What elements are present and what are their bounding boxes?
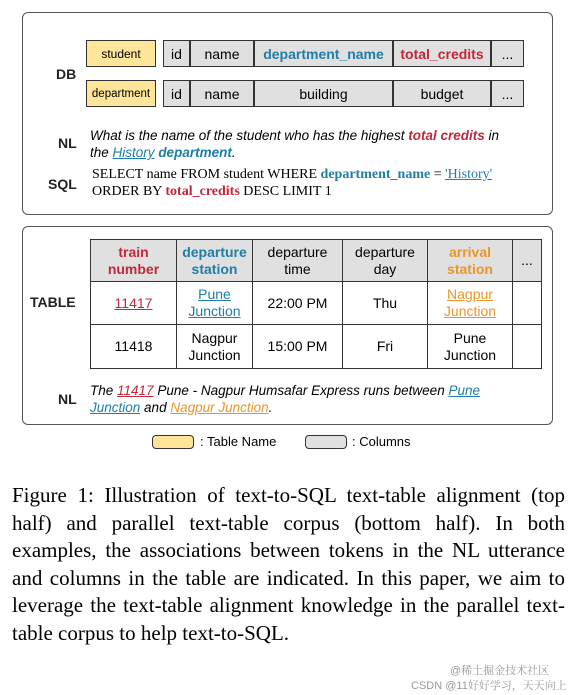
figure-caption: Figure 1: Illustration of text-to-SQL text-table alignment (top half) and parallel text-table corpus (bottom half). In both examples, the associations between tokens in the NL utterance and columns in the table are indicated. In this paper, we aim to leverage the text-table alignment knowledge in the parallel text-table corpus to help text-to-SQL. — [12, 483, 565, 645]
cell-departure-station — [177, 325, 252, 368]
nl-text: . — [268, 400, 273, 415]
column-id: id — [163, 80, 190, 107]
column-name: name — [190, 80, 254, 107]
sql-highlight-department-name: department_name — [320, 167, 431, 182]
sql-text: ORDER BY — [92, 184, 166, 199]
legend-swatch-columns — [305, 435, 347, 449]
cell-departure-time — [253, 325, 342, 368]
cell-departure-day — [343, 282, 427, 324]
nl-highlight-history: History — [112, 145, 155, 160]
column-total-credits: total_credits — [393, 40, 491, 67]
nl-label: NL — [58, 391, 77, 407]
cell-train-number — [91, 282, 176, 324]
nl-text: What is the name of the student who has the highest — [90, 128, 409, 143]
column-ellipsis: ... — [491, 40, 524, 67]
sql-highlight-history: 'History' — [445, 167, 493, 182]
table-name-department: department — [86, 80, 156, 107]
cell-text: Pune — [453, 329, 487, 346]
cell-text: Pune — [198, 286, 231, 302]
nl-sentence — [90, 382, 530, 416]
header-departure-day — [343, 240, 427, 281]
table-label: TABLE — [30, 294, 76, 310]
column-budget: budget — [393, 80, 491, 107]
legend-label-table-name: : Table Name — [200, 434, 277, 449]
cell-text: 11418 — [114, 338, 153, 354]
nl-text: . — [231, 145, 236, 160]
sql-highlight-total-credits: total_credits — [165, 184, 240, 199]
cell-text: Junction — [443, 346, 497, 363]
nl-highlight-department: department — [158, 145, 232, 160]
nl-highlight-nagpur-junction: Nagpur Junction — [170, 400, 269, 415]
header-train-number — [91, 240, 176, 281]
header-ellipsis — [513, 240, 541, 281]
table-name-student: student — [86, 40, 156, 67]
cell-departure-station — [177, 282, 252, 324]
nl-question — [90, 127, 530, 161]
header-line: time — [284, 260, 311, 277]
nl-highlight-pune: Pune — [448, 383, 480, 398]
nl-text: The — [90, 383, 118, 398]
legend-label-columns: : Columns — [352, 434, 411, 449]
sql-text: = — [430, 167, 446, 182]
cell-text: Junction — [443, 303, 497, 319]
header-line: ... — [521, 252, 533, 268]
nl-text: the — [90, 145, 113, 160]
sql-query — [92, 166, 542, 200]
header-departure-time — [253, 240, 342, 281]
cell-text: 22:00 PM — [267, 294, 328, 311]
legend-swatch-table-name — [152, 435, 194, 449]
cell-text: 15:00 PM — [267, 338, 328, 354]
header-line: departure — [182, 243, 247, 260]
header-line: departure — [355, 243, 415, 260]
cell-text: Nagpur — [447, 286, 493, 302]
cell-train-number — [91, 325, 176, 368]
cell-arrival-station — [428, 282, 512, 324]
nl-text: Pune - Nagpur Humsafar Express runs between — [153, 383, 449, 398]
header-line: station — [447, 260, 493, 277]
header-line: day — [373, 260, 397, 277]
column-id: id — [163, 40, 190, 67]
watermark-juejin: @稀土掘金技术社区 — [450, 665, 550, 677]
header-line: number — [107, 260, 160, 277]
db-label: DB — [56, 66, 77, 82]
watermark-csdn: CSDN @11好好学习，天天向上 — [411, 680, 567, 692]
header-line: station — [191, 260, 238, 277]
column-ellipsis: ... — [491, 80, 524, 107]
header-line: arrival — [448, 243, 492, 260]
nl-highlight-junction: Junction — [90, 400, 141, 415]
cell-text: Junction — [188, 346, 241, 363]
cell-departure-day — [343, 325, 427, 368]
cell-arrival-station — [428, 325, 512, 368]
sql-text: SELECT name FROM student WHERE — [92, 167, 321, 182]
sql-text: DESC LIMIT 1 — [239, 184, 332, 199]
nl-highlight-train-number: 11417 — [117, 383, 154, 398]
column-name: name — [190, 40, 254, 67]
nl-highlight-total-credits: total credits — [408, 128, 485, 143]
cell-text: 11417 — [114, 294, 153, 311]
nl-text: and — [140, 400, 171, 415]
cell-departure-time — [253, 282, 342, 324]
cell-text: Nagpur — [191, 329, 238, 346]
nl-label: NL — [58, 135, 77, 151]
header-line: train — [118, 243, 149, 260]
cell-text: Junction — [188, 303, 241, 319]
nl-text: in — [484, 128, 499, 143]
sql-label: SQL — [48, 176, 77, 192]
cell-text: Thu — [372, 294, 398, 311]
header-departure-station — [177, 240, 252, 281]
column-department-name: department_name — [254, 40, 393, 67]
header-line: departure — [267, 243, 328, 260]
column-building: building — [254, 80, 393, 107]
header-arrival-station — [428, 240, 512, 281]
cell-text: Fri — [376, 338, 394, 354]
